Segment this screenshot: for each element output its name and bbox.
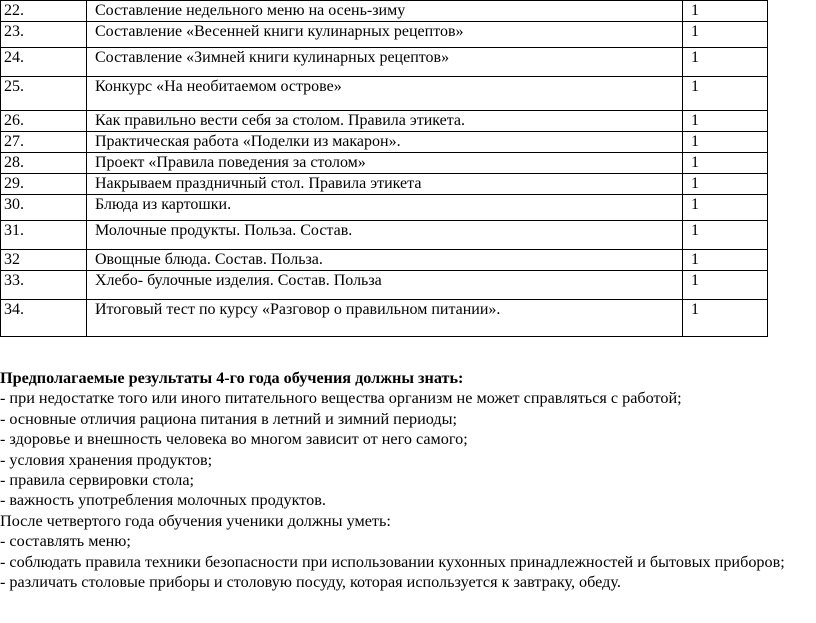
knowledge-item: - здоровье и внешность человека во многом зависит от него самого; <box>0 430 468 449</box>
lesson-topic: Хлебо- булочные изделия. Состав. Польза <box>87 271 683 300</box>
lesson-row <box>1 22 768 48</box>
lesson-hours: 1 <box>683 195 768 221</box>
lesson-number: 24. <box>1 48 87 77</box>
lesson-row <box>1 300 768 337</box>
skill-item: - различать столовые приборы и столовую посуду, которая используется к завтраку, обеду. <box>0 573 621 592</box>
lesson-row <box>1 195 768 221</box>
lesson-hours: 1 <box>683 300 768 337</box>
lesson-number: 31. <box>1 221 87 250</box>
lesson-row <box>1 111 768 132</box>
lesson-hours: 1 <box>683 221 768 250</box>
lesson-number: 29. <box>1 174 87 195</box>
lesson-topic: Составление «Зимней книги кулинарных рецептов» <box>87 48 683 77</box>
knowledge-item: - основные отличия рациона питания в летний и зимний периоды; <box>0 409 458 428</box>
knowledge-item: - правила сервировки стола; <box>0 471 195 490</box>
lesson-number: 30. <box>1 195 87 221</box>
lesson-row <box>1 271 768 300</box>
lesson-hours: 1 <box>683 174 768 195</box>
knowledge-list <box>0 388 812 510</box>
lesson-hours: 1 <box>683 153 768 174</box>
lesson-number: 33. <box>1 271 87 300</box>
lesson-number: 26. <box>1 111 87 132</box>
lesson-hours: 1 <box>683 22 768 48</box>
lesson-hours: 1 <box>683 132 768 153</box>
lesson-hours: 1 <box>683 111 768 132</box>
lesson-row <box>1 174 768 195</box>
lesson-hours: 1 <box>683 250 768 271</box>
lesson-topic: Молочные продукты. Польза. Состав. <box>87 221 683 250</box>
lesson-row <box>1 250 768 271</box>
lesson-row <box>1 1 768 22</box>
skills-intro: После четвертого года обучения ученики должны уметь: <box>0 511 391 530</box>
lesson-topic: Составление «Весенней книги кулинарных рецептов» <box>87 22 683 48</box>
skills-list <box>0 531 812 592</box>
lesson-number: 32 <box>1 250 87 271</box>
lesson-number: 28. <box>1 153 87 174</box>
results-heading: Предполагаемые результаты 4-го года обучения должны знать: <box>0 369 464 387</box>
lesson-row <box>1 153 768 174</box>
lesson-hours: 1 <box>683 271 768 300</box>
lesson-topic: Как правильно вести себя за столом. Правила этикета. <box>87 111 683 132</box>
lesson-number: 25. <box>1 77 87 111</box>
lesson-row <box>1 77 768 111</box>
lesson-row <box>1 48 768 77</box>
lesson-number: 27. <box>1 132 87 153</box>
lesson-plan-body <box>1 1 768 337</box>
lesson-number: 23. <box>1 22 87 48</box>
lesson-topic: Овощные блюда. Состав. Польза. <box>87 250 683 271</box>
lesson-topic: Итоговый тест по курсу «Разговор о правильном питании». <box>87 300 683 337</box>
skill-item: - соблюдать правила техники безопасности при использовании кухонных принадлежностей и бытовых приборов; <box>0 552 785 571</box>
expected-results <box>0 368 812 592</box>
knowledge-item: - условия хранения продуктов; <box>0 450 213 469</box>
knowledge-item: - важность употребления молочных продуктов. <box>0 491 326 510</box>
lesson-topic: Конкурс «На необитаемом острове» <box>87 77 683 111</box>
lesson-topic: Практическая работа «Поделки из макарон». <box>87 132 683 153</box>
lesson-number: 22. <box>1 1 87 22</box>
lesson-hours: 1 <box>683 1 768 22</box>
lesson-row <box>1 221 768 250</box>
lesson-topic: Составление недельного меню на осень-зиму <box>87 1 683 22</box>
lesson-topic: Проект «Правила поведения за столом» <box>87 153 683 174</box>
lesson-topic: Блюда из картошки. <box>87 195 683 221</box>
lesson-topic: Накрываем праздничный стол. Правила этикета <box>87 174 683 195</box>
lesson-hours: 1 <box>683 77 768 111</box>
lesson-hours: 1 <box>683 48 768 77</box>
lesson-row <box>1 132 768 153</box>
lesson-number: 34. <box>1 300 87 337</box>
skill-item: - составлять меню; <box>0 532 131 551</box>
knowledge-item: - при недостатке того или иного питательного вещества организм не может справляться с работой; <box>0 389 682 408</box>
